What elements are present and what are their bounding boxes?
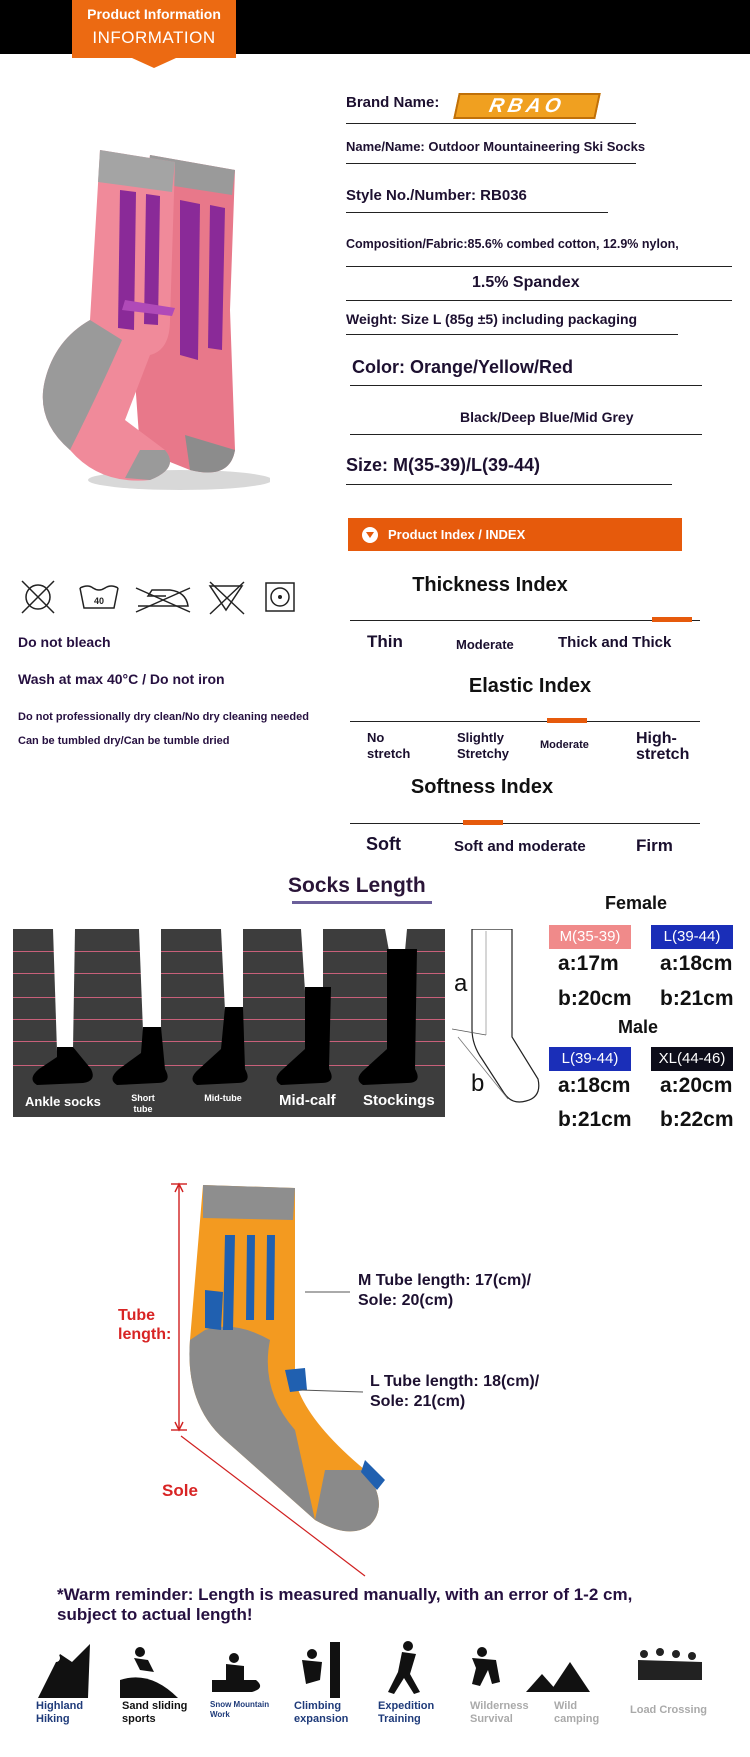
thickness-label-thick: Thick and Thick xyxy=(558,634,672,651)
elastic-title: Elastic Index xyxy=(468,675,592,697)
sport-wilderness xyxy=(470,1700,560,1726)
divider xyxy=(350,385,702,386)
elastic-label-slightly: Slightly Stretchy xyxy=(457,730,510,761)
care-line-2: Wash at max 40°C / Do not iron xyxy=(18,671,225,687)
care-line-3: Do not professionally dry clean/No dry cleaning needed xyxy=(18,711,309,723)
product-photo-socks xyxy=(30,150,270,500)
composition: Composition/Fabric:85.6% combed cotton, 12.9% nylon, xyxy=(346,237,679,251)
sole-label: Sole xyxy=(162,1481,198,1500)
marker-b: b xyxy=(471,1070,485,1097)
softness-scale xyxy=(350,823,700,824)
sports-icons-row xyxy=(30,1640,730,1702)
length-chart xyxy=(13,929,445,1117)
weight: Weight: Size L (85g ±5) including packaging xyxy=(346,311,638,327)
section-tab xyxy=(72,0,236,58)
male-xl-a: a:20cm xyxy=(660,1074,733,1097)
sport-label: Wilderness Survival xyxy=(470,1700,529,1725)
softness-title: Softness Index xyxy=(410,776,554,798)
sport-expedition xyxy=(378,1700,468,1726)
male-heading: Male xyxy=(618,1017,659,1037)
sock-types-illustration xyxy=(13,929,445,1117)
care-icons-row xyxy=(18,578,298,616)
care-line-4: Can be tumbled dry/Can be tumble dried xyxy=(18,735,230,747)
sport-label: Snow Mountain Work xyxy=(210,1700,270,1719)
divider xyxy=(346,163,636,164)
length-title: Socks Length xyxy=(288,874,426,897)
size-badge-female-l: L(39-44) xyxy=(651,925,733,949)
softness-label-soft: Soft xyxy=(366,834,401,854)
elastic-scale xyxy=(350,721,700,722)
divider xyxy=(346,266,732,267)
softness-label-moderate: Soft and moderate xyxy=(454,838,586,855)
length-title-underline xyxy=(292,901,432,904)
brand-label: Brand Name: xyxy=(346,94,440,111)
divider xyxy=(346,212,608,213)
length-type-stockings: Stockings xyxy=(363,1092,435,1109)
thickness-label-moderate: Moderate xyxy=(456,637,514,652)
tab-title: Product Information xyxy=(87,6,221,22)
sport-label: Expedition Training xyxy=(378,1700,435,1725)
tube-length-label: Tube length: xyxy=(118,1307,172,1343)
m-sole-length: Sole: 20(cm) xyxy=(358,1292,454,1309)
color-options: Color: Orange/Yellow/Red xyxy=(352,357,574,377)
elastic-marker xyxy=(547,718,587,723)
size-badge-male-xl: XL(44-46) xyxy=(651,1047,733,1071)
warm-reminder: *Warm reminder: Length is measured manually, with an error of 1-2 cm, subject to actual length! xyxy=(57,1585,633,1624)
divider xyxy=(346,334,678,335)
no-iron-icon xyxy=(136,588,190,612)
divider xyxy=(346,300,732,301)
thickness-title: Thickness Index xyxy=(412,574,568,596)
male-l-b: b:21cm xyxy=(558,1108,632,1131)
length-type-mid-tube: Mid-tube xyxy=(204,1093,242,1103)
size-badge-female-m: M(35-39) xyxy=(549,925,631,949)
divider xyxy=(346,123,636,124)
size-options: Size: M(35-39)/L(39-44) xyxy=(346,455,541,475)
style-number: Style No./Number: RB036 xyxy=(346,187,527,204)
male-xl-b: b:22cm xyxy=(660,1108,734,1131)
sport-label: Climbing expansion xyxy=(294,1700,349,1725)
female-l-a: a:18cm xyxy=(660,952,733,975)
divider xyxy=(350,434,702,435)
elastic-label-high: High-stretch xyxy=(636,730,690,763)
tab-pointer xyxy=(132,58,176,68)
elastic-label-moderate: Moderate xyxy=(540,739,589,751)
snow-mountain-icon xyxy=(212,1653,260,1692)
sport-load-crossing xyxy=(630,1704,720,1717)
no-bleach-icon xyxy=(22,581,54,613)
color-options-cont: Black/Deep Blue/Mid Grey xyxy=(460,409,634,425)
softness-marker xyxy=(463,820,503,825)
elastic-label-no-stretch: No stretch xyxy=(367,730,411,761)
sport-highland-hiking xyxy=(36,1700,126,1726)
load-crossing-icon xyxy=(638,1648,702,1680)
sport-climbing xyxy=(294,1700,384,1726)
softness-label-firm: Firm xyxy=(636,836,673,855)
camping-icon xyxy=(526,1662,590,1692)
index-banner-text: Product Index / INDEX xyxy=(388,527,526,542)
no-dry-clean-icon xyxy=(210,582,244,614)
length-type-short: Short tube xyxy=(131,1093,155,1114)
sand-sliding-icon xyxy=(120,1647,178,1698)
composition-cont: 1.5% Spandex xyxy=(472,274,580,291)
male-l-a: a:18cm xyxy=(558,1074,631,1097)
index-icon xyxy=(362,527,378,543)
sport-snow-mountain xyxy=(210,1700,300,1720)
wash-temp-text: 40 xyxy=(93,596,105,606)
expedition-icon xyxy=(388,1641,420,1694)
female-m-a: a:17m xyxy=(558,952,619,975)
wilderness-icon xyxy=(472,1647,500,1686)
thickness-marker xyxy=(652,617,692,622)
sport-label: Highland Hiking xyxy=(36,1700,84,1725)
thickness-label-thin: Thin xyxy=(367,632,403,651)
sport-label: Load Crossing xyxy=(630,1704,708,1716)
female-m-b: b:20cm xyxy=(558,987,632,1010)
female-heading: Female xyxy=(605,893,668,913)
care-line-1: Do not bleach xyxy=(18,634,111,650)
product-name: Name/Name: Outdoor Mountaineering Ski Socks xyxy=(346,139,646,154)
l-sole-length: Sole: 21(cm) xyxy=(370,1393,466,1410)
m-tube-length: M Tube length: 17(cm)/ xyxy=(358,1272,532,1289)
brand-logo: RBAO xyxy=(453,93,601,119)
sport-label: Wild camping xyxy=(554,1700,600,1725)
tab-subtitle: INFORMATION xyxy=(92,28,216,47)
female-l-b: b:21cm xyxy=(660,987,734,1010)
measurement-diagram xyxy=(452,929,544,1119)
length-type-mid-calf: Mid-calf xyxy=(279,1092,336,1109)
thickness-scale xyxy=(350,620,700,621)
l-tube-length: L Tube length: 18(cm)/ xyxy=(370,1373,540,1390)
marker-a: a xyxy=(454,970,468,997)
size-badge-male-l: L(39-44) xyxy=(549,1047,631,1071)
hiking-icon xyxy=(38,1644,90,1698)
climbing-icon xyxy=(302,1642,340,1698)
divider xyxy=(346,484,672,485)
sport-sand-sliding xyxy=(122,1700,212,1726)
index-banner xyxy=(348,518,682,551)
length-type-ankle: Ankle socks xyxy=(25,1094,101,1109)
sport-label: Sand sliding sports xyxy=(122,1700,188,1725)
